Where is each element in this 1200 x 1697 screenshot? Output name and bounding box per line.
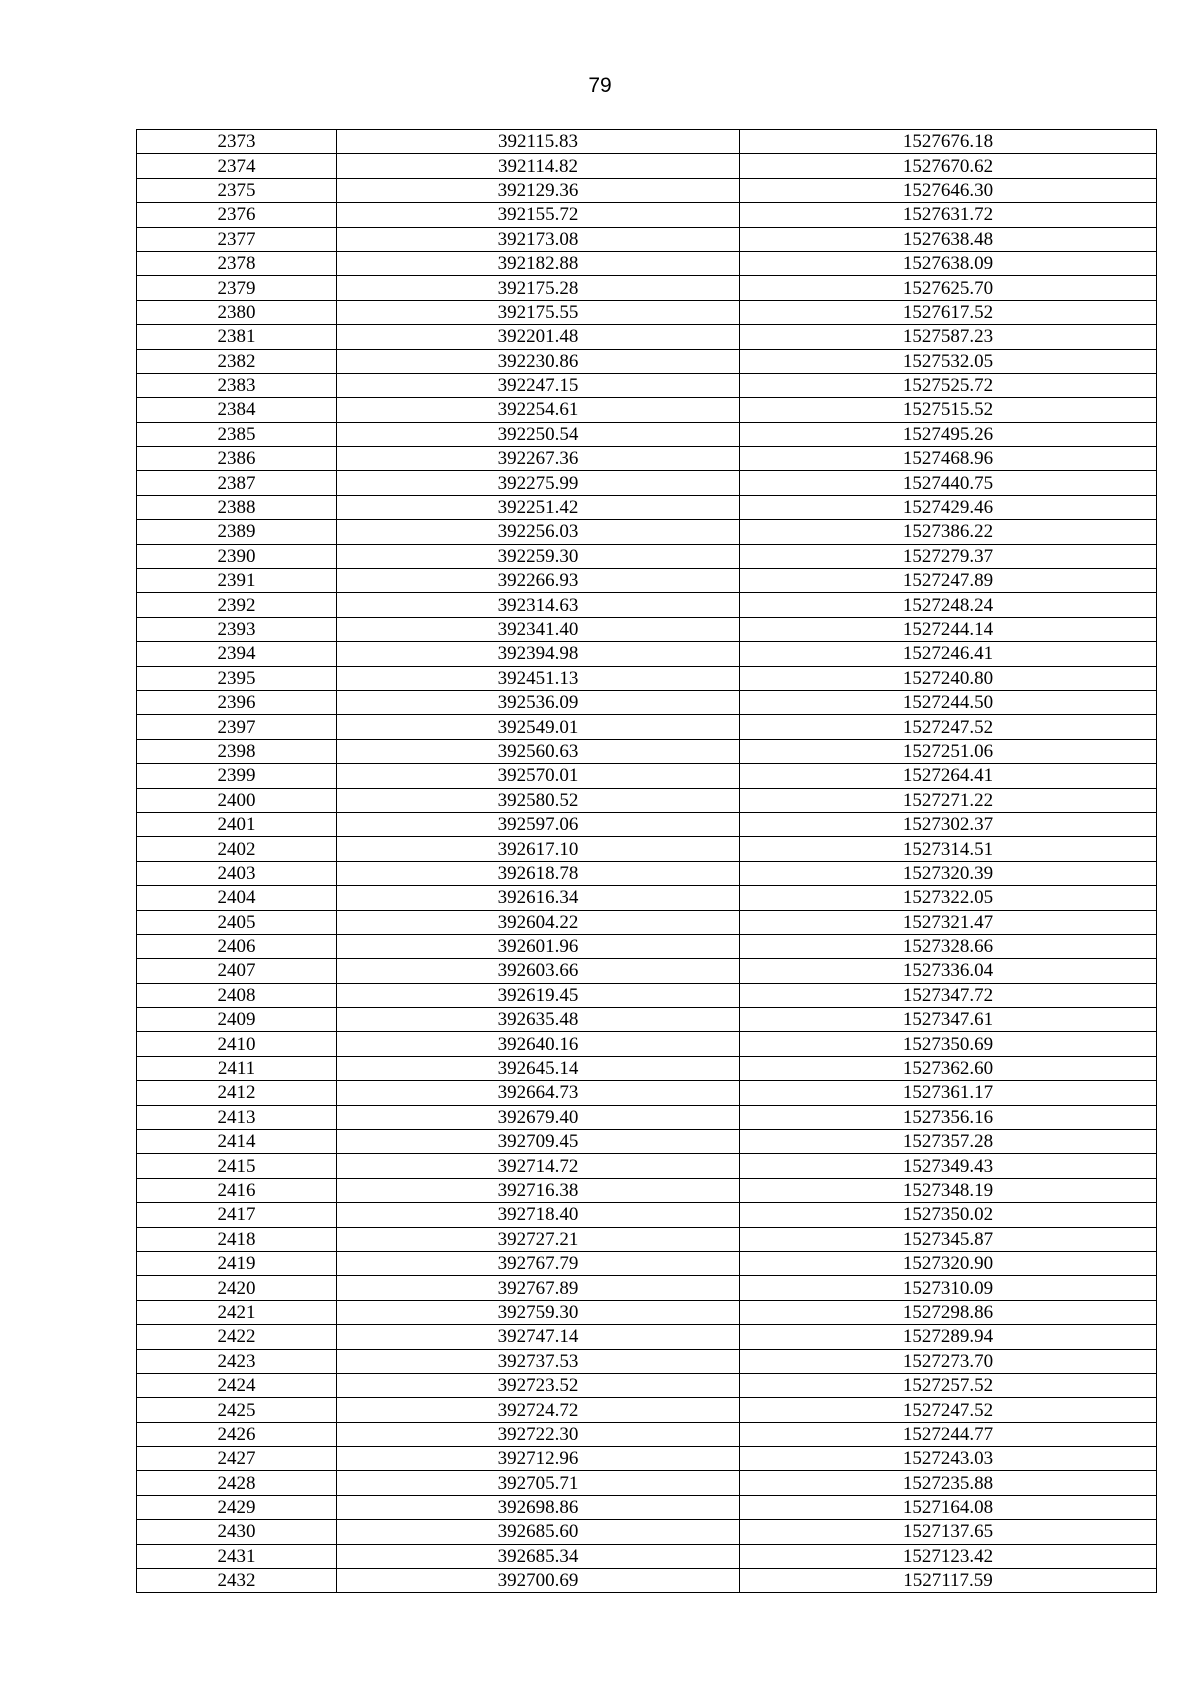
point-number-cell: 2424 [137, 1373, 337, 1397]
y-coordinate-cell: 1527264.41 [740, 764, 1157, 788]
y-coordinate-cell: 1527348.19 [740, 1178, 1157, 1202]
x-coordinate-cell: 392254.61 [337, 398, 740, 422]
table-row [137, 203, 1157, 227]
table-row [137, 690, 1157, 714]
x-coordinate-cell: 392275.99 [337, 471, 740, 495]
y-coordinate-cell: 1527356.16 [740, 1105, 1157, 1129]
x-coordinate-cell: 392247.15 [337, 373, 740, 397]
y-coordinate-cell: 1527235.88 [740, 1471, 1157, 1495]
point-number-cell: 2391 [137, 569, 337, 593]
x-coordinate-cell: 392155.72 [337, 203, 740, 227]
x-coordinate-cell: 392724.72 [337, 1398, 740, 1422]
table-row [137, 910, 1157, 934]
point-number-cell: 2415 [137, 1154, 337, 1178]
table-row [137, 959, 1157, 983]
x-coordinate-cell: 392256.03 [337, 520, 740, 544]
x-coordinate-cell: 392451.13 [337, 666, 740, 690]
point-number-cell: 2410 [137, 1032, 337, 1056]
point-number-cell: 2405 [137, 910, 337, 934]
y-coordinate-cell: 1527631.72 [740, 203, 1157, 227]
table-row [137, 1081, 1157, 1105]
y-coordinate-cell: 1527350.69 [740, 1032, 1157, 1056]
table-row [137, 1300, 1157, 1324]
table-row [137, 1398, 1157, 1422]
point-number-cell: 2406 [137, 934, 337, 958]
y-coordinate-cell: 1527247.52 [740, 715, 1157, 739]
y-coordinate-cell: 1527495.26 [740, 422, 1157, 446]
point-number-cell: 2389 [137, 520, 337, 544]
point-number-cell: 2429 [137, 1495, 337, 1519]
table-row [137, 520, 1157, 544]
point-number-cell: 2376 [137, 203, 337, 227]
y-coordinate-cell: 1527289.94 [740, 1325, 1157, 1349]
table-row [137, 666, 1157, 690]
y-coordinate-cell: 1527617.52 [740, 300, 1157, 324]
y-coordinate-cell: 1527429.46 [740, 495, 1157, 519]
point-number-cell: 2382 [137, 349, 337, 373]
x-coordinate-cell: 392616.34 [337, 886, 740, 910]
x-coordinate-cell: 392709.45 [337, 1130, 740, 1154]
y-coordinate-cell: 1527468.96 [740, 447, 1157, 471]
x-coordinate-cell: 392114.82 [337, 154, 740, 178]
point-number-cell: 2427 [137, 1447, 337, 1471]
point-number-cell: 2381 [137, 325, 337, 349]
table-row [137, 1325, 1157, 1349]
table-row [137, 300, 1157, 324]
y-coordinate-cell: 1527587.23 [740, 325, 1157, 349]
y-coordinate-cell: 1527273.70 [740, 1349, 1157, 1373]
table-row [137, 1544, 1157, 1568]
x-coordinate-cell: 392685.34 [337, 1544, 740, 1568]
x-coordinate-cell: 392705.71 [337, 1471, 740, 1495]
x-coordinate-cell: 392618.78 [337, 861, 740, 885]
y-coordinate-cell: 1527243.03 [740, 1447, 1157, 1471]
y-coordinate-cell: 1527137.65 [740, 1520, 1157, 1544]
point-number-cell: 2380 [137, 300, 337, 324]
table-row [137, 130, 1157, 154]
table-row [137, 642, 1157, 666]
x-coordinate-cell: 392727.21 [337, 1227, 740, 1251]
x-coordinate-cell: 392601.96 [337, 934, 740, 958]
y-coordinate-cell: 1527244.14 [740, 617, 1157, 641]
point-number-cell: 2432 [137, 1569, 337, 1593]
point-number-cell: 2400 [137, 788, 337, 812]
point-number-cell: 2413 [137, 1105, 337, 1129]
table-row [137, 422, 1157, 446]
x-coordinate-cell: 392250.54 [337, 422, 740, 446]
table-row [137, 495, 1157, 519]
point-number-cell: 2416 [137, 1178, 337, 1202]
y-coordinate-cell: 1527361.17 [740, 1081, 1157, 1105]
x-coordinate-cell: 392645.14 [337, 1056, 740, 1080]
x-coordinate-cell: 392580.52 [337, 788, 740, 812]
table-row [137, 1251, 1157, 1275]
point-number-cell: 2386 [137, 447, 337, 471]
point-number-cell: 2378 [137, 251, 337, 275]
y-coordinate-cell: 1527244.77 [740, 1422, 1157, 1446]
x-coordinate-cell: 392201.48 [337, 325, 740, 349]
table-row [137, 349, 1157, 373]
x-coordinate-cell: 392679.40 [337, 1105, 740, 1129]
y-coordinate-cell: 1527532.05 [740, 349, 1157, 373]
point-number-cell: 2404 [137, 886, 337, 910]
point-number-cell: 2411 [137, 1056, 337, 1080]
x-coordinate-cell: 392737.53 [337, 1349, 740, 1373]
y-coordinate-cell: 1527279.37 [740, 544, 1157, 568]
point-number-cell: 2399 [137, 764, 337, 788]
table-row [137, 739, 1157, 763]
y-coordinate-cell: 1527271.22 [740, 788, 1157, 812]
point-number-cell: 2422 [137, 1325, 337, 1349]
point-number-cell: 2388 [137, 495, 337, 519]
x-coordinate-cell: 392767.89 [337, 1276, 740, 1300]
point-number-cell: 2418 [137, 1227, 337, 1251]
point-number-cell: 2426 [137, 1422, 337, 1446]
table-row [137, 983, 1157, 1007]
y-coordinate-cell: 1527117.59 [740, 1569, 1157, 1593]
y-coordinate-cell: 1527515.52 [740, 398, 1157, 422]
point-number-cell: 2385 [137, 422, 337, 446]
point-number-cell: 2423 [137, 1349, 337, 1373]
table-row [137, 934, 1157, 958]
table-row [137, 1471, 1157, 1495]
y-coordinate-cell: 1527123.42 [740, 1544, 1157, 1568]
table-row [137, 764, 1157, 788]
x-coordinate-cell: 392716.38 [337, 1178, 740, 1202]
table-row [137, 1447, 1157, 1471]
table-row [137, 398, 1157, 422]
x-coordinate-cell: 392266.93 [337, 569, 740, 593]
table-row [137, 1227, 1157, 1251]
table-row [137, 373, 1157, 397]
point-number-cell: 2397 [137, 715, 337, 739]
point-number-cell: 2374 [137, 154, 337, 178]
table-row [137, 178, 1157, 202]
x-coordinate-cell: 392640.16 [337, 1032, 740, 1056]
y-coordinate-cell: 1527525.72 [740, 373, 1157, 397]
x-coordinate-cell: 392341.40 [337, 617, 740, 641]
point-number-cell: 2373 [137, 130, 337, 154]
table-row [137, 1569, 1157, 1593]
y-coordinate-cell: 1527298.86 [740, 1300, 1157, 1324]
point-number-cell: 2421 [137, 1300, 337, 1324]
y-coordinate-cell: 1527247.52 [740, 1398, 1157, 1422]
y-coordinate-cell: 1527246.41 [740, 642, 1157, 666]
x-coordinate-cell: 392175.28 [337, 276, 740, 300]
point-number-cell: 2425 [137, 1398, 337, 1422]
point-number-cell: 2394 [137, 642, 337, 666]
table-row [137, 471, 1157, 495]
table-row [137, 1154, 1157, 1178]
point-number-cell: 2412 [137, 1081, 337, 1105]
x-coordinate-cell: 392664.73 [337, 1081, 740, 1105]
point-number-cell: 2420 [137, 1276, 337, 1300]
point-number-cell: 2393 [137, 617, 337, 641]
x-coordinate-cell: 392617.10 [337, 837, 740, 861]
y-coordinate-cell: 1527347.72 [740, 983, 1157, 1007]
table-row [137, 1373, 1157, 1397]
point-number-cell: 2407 [137, 959, 337, 983]
table-row [137, 1178, 1157, 1202]
x-coordinate-cell: 392115.83 [337, 130, 740, 154]
point-number-cell: 2375 [137, 178, 337, 202]
x-coordinate-cell: 392251.42 [337, 495, 740, 519]
point-number-cell: 2430 [137, 1520, 337, 1544]
coordinates-table [136, 129, 1157, 1593]
y-coordinate-cell: 1527247.89 [740, 569, 1157, 593]
y-coordinate-cell: 1527347.61 [740, 1008, 1157, 1032]
x-coordinate-cell: 392722.30 [337, 1422, 740, 1446]
table-row [137, 1008, 1157, 1032]
table-row [137, 1056, 1157, 1080]
point-number-cell: 2379 [137, 276, 337, 300]
point-number-cell: 2396 [137, 690, 337, 714]
point-number-cell: 2428 [137, 1471, 337, 1495]
x-coordinate-cell: 392314.63 [337, 593, 740, 617]
table-row [137, 861, 1157, 885]
point-number-cell: 2377 [137, 227, 337, 251]
y-coordinate-cell: 1527310.09 [740, 1276, 1157, 1300]
y-coordinate-cell: 1527328.66 [740, 934, 1157, 958]
table-row [137, 788, 1157, 812]
point-number-cell: 2417 [137, 1203, 337, 1227]
y-coordinate-cell: 1527349.43 [740, 1154, 1157, 1178]
point-number-cell: 2414 [137, 1130, 337, 1154]
y-coordinate-cell: 1527322.05 [740, 886, 1157, 910]
table-row [137, 325, 1157, 349]
table-row [137, 1032, 1157, 1056]
y-coordinate-cell: 1527357.28 [740, 1130, 1157, 1154]
y-coordinate-cell: 1527240.80 [740, 666, 1157, 690]
y-coordinate-cell: 1527638.48 [740, 227, 1157, 251]
x-coordinate-cell: 392714.72 [337, 1154, 740, 1178]
x-coordinate-cell: 392536.09 [337, 690, 740, 714]
x-coordinate-cell: 392129.36 [337, 178, 740, 202]
table-row [137, 154, 1157, 178]
point-number-cell: 2401 [137, 812, 337, 836]
table-row [137, 569, 1157, 593]
page-number: 79 [588, 74, 612, 97]
x-coordinate-cell: 392182.88 [337, 251, 740, 275]
y-coordinate-cell: 1527625.70 [740, 276, 1157, 300]
table-row [137, 276, 1157, 300]
x-coordinate-cell: 392597.06 [337, 812, 740, 836]
x-coordinate-cell: 392570.01 [337, 764, 740, 788]
y-coordinate-cell: 1527321.47 [740, 910, 1157, 934]
table-row [137, 1349, 1157, 1373]
y-coordinate-cell: 1527386.22 [740, 520, 1157, 544]
y-coordinate-cell: 1527302.37 [740, 812, 1157, 836]
point-number-cell: 2395 [137, 666, 337, 690]
x-coordinate-cell: 392175.55 [337, 300, 740, 324]
y-coordinate-cell: 1527257.52 [740, 1373, 1157, 1397]
y-coordinate-cell: 1527248.24 [740, 593, 1157, 617]
x-coordinate-cell: 392267.36 [337, 447, 740, 471]
x-coordinate-cell: 392712.96 [337, 1447, 740, 1471]
y-coordinate-cell: 1527320.39 [740, 861, 1157, 885]
x-coordinate-cell: 392603.66 [337, 959, 740, 983]
x-coordinate-cell: 392394.98 [337, 642, 740, 666]
table-row [137, 886, 1157, 910]
table-row [137, 593, 1157, 617]
x-coordinate-cell: 392698.86 [337, 1495, 740, 1519]
point-number-cell: 2383 [137, 373, 337, 397]
point-number-cell: 2408 [137, 983, 337, 1007]
y-coordinate-cell: 1527362.60 [740, 1056, 1157, 1080]
x-coordinate-cell: 392259.30 [337, 544, 740, 568]
y-coordinate-cell: 1527314.51 [740, 837, 1157, 861]
y-coordinate-cell: 1527164.08 [740, 1495, 1157, 1519]
x-coordinate-cell: 392619.45 [337, 983, 740, 1007]
table-row [137, 251, 1157, 275]
table-row [137, 1422, 1157, 1446]
x-coordinate-cell: 392604.22 [337, 910, 740, 934]
x-coordinate-cell: 392549.01 [337, 715, 740, 739]
point-number-cell: 2390 [137, 544, 337, 568]
y-coordinate-cell: 1527345.87 [740, 1227, 1157, 1251]
table-row [137, 1276, 1157, 1300]
point-number-cell: 2403 [137, 861, 337, 885]
table-row [137, 1105, 1157, 1129]
point-number-cell: 2431 [137, 1544, 337, 1568]
y-coordinate-cell: 1527244.50 [740, 690, 1157, 714]
point-number-cell: 2392 [137, 593, 337, 617]
point-number-cell: 2419 [137, 1251, 337, 1275]
x-coordinate-cell: 392767.79 [337, 1251, 740, 1275]
x-coordinate-cell: 392700.69 [337, 1569, 740, 1593]
x-coordinate-cell: 392685.60 [337, 1520, 740, 1544]
x-coordinate-cell: 392560.63 [337, 739, 740, 763]
table-row [137, 1203, 1157, 1227]
x-coordinate-cell: 392723.52 [337, 1373, 740, 1397]
table-row [137, 1520, 1157, 1544]
y-coordinate-cell: 1527638.09 [740, 251, 1157, 275]
x-coordinate-cell: 392718.40 [337, 1203, 740, 1227]
table-row [137, 1495, 1157, 1519]
point-number-cell: 2402 [137, 837, 337, 861]
x-coordinate-cell: 392173.08 [337, 227, 740, 251]
x-coordinate-cell: 392230.86 [337, 349, 740, 373]
table-row [137, 617, 1157, 641]
table-row [137, 715, 1157, 739]
point-number-cell: 2384 [137, 398, 337, 422]
x-coordinate-cell: 392759.30 [337, 1300, 740, 1324]
y-coordinate-cell: 1527676.18 [740, 130, 1157, 154]
table-row [137, 837, 1157, 861]
point-number-cell: 2398 [137, 739, 337, 763]
y-coordinate-cell: 1527336.04 [740, 959, 1157, 983]
x-coordinate-cell: 392747.14 [337, 1325, 740, 1349]
table-body [137, 130, 1157, 1593]
table-row [137, 544, 1157, 568]
y-coordinate-cell: 1527440.75 [740, 471, 1157, 495]
y-coordinate-cell: 1527670.62 [740, 154, 1157, 178]
point-number-cell: 2387 [137, 471, 337, 495]
table-row [137, 1130, 1157, 1154]
point-number-cell: 2409 [137, 1008, 337, 1032]
table-row [137, 227, 1157, 251]
y-coordinate-cell: 1527320.90 [740, 1251, 1157, 1275]
table-row [137, 812, 1157, 836]
y-coordinate-cell: 1527251.06 [740, 739, 1157, 763]
y-coordinate-cell: 1527350.02 [740, 1203, 1157, 1227]
y-coordinate-cell: 1527646.30 [740, 178, 1157, 202]
table-row [137, 447, 1157, 471]
x-coordinate-cell: 392635.48 [337, 1008, 740, 1032]
